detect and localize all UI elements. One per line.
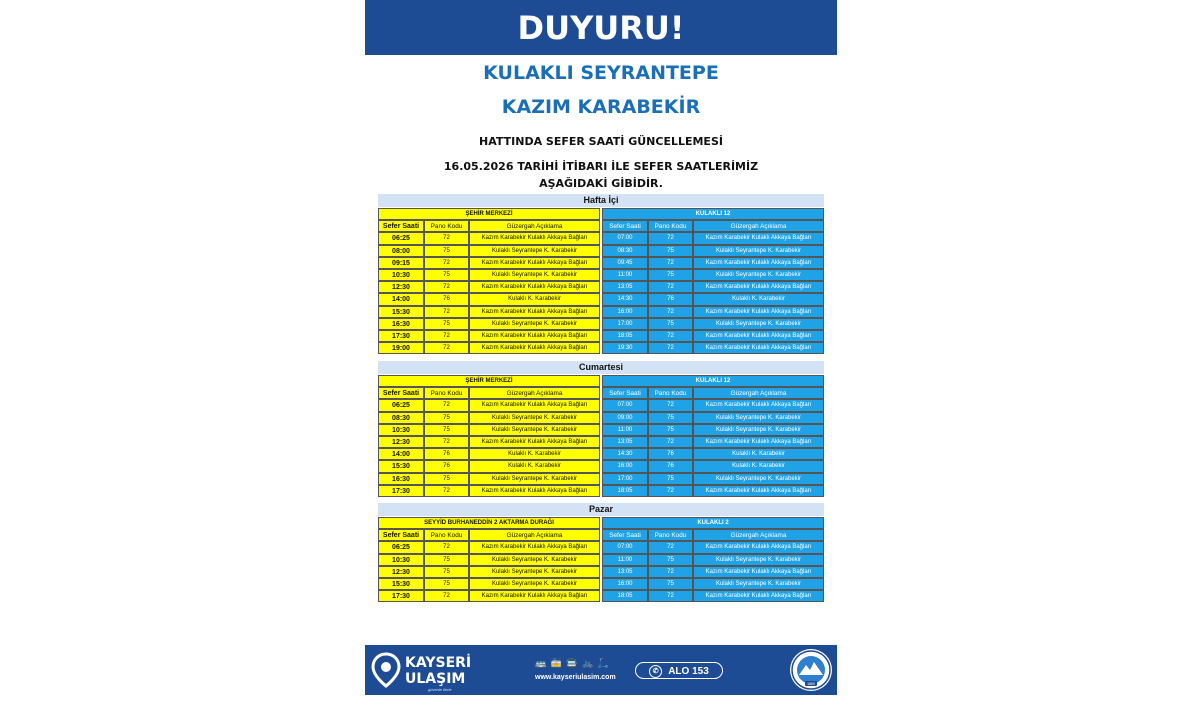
column-header-description: Güzergah Açıklama — [693, 220, 824, 232]
column-header-code: Pano Kodu — [424, 387, 469, 399]
board-code: 76 — [648, 448, 693, 460]
left-schedule-table — [378, 208, 600, 354]
departure-time: 12:30 — [378, 566, 424, 578]
hotline-badge[interactable] — [635, 662, 723, 679]
table-row — [378, 578, 600, 590]
route-description: Kazım Karabekir Kulaklı Akkaya Bağları — [469, 342, 600, 354]
departure-time: 10:30 — [378, 554, 424, 566]
route-description: Kulaklı Seyrantepe K. Karabekir — [469, 245, 600, 257]
column-header-time: Sefer Saati — [378, 529, 424, 541]
municipality-seal-logo — [789, 648, 833, 692]
table-row — [602, 578, 824, 590]
table-row — [378, 281, 600, 293]
route-description: Kulaklı K. Karabekir — [693, 460, 824, 472]
departure-time: 17:00 — [602, 473, 648, 485]
board-code: 75 — [648, 318, 693, 330]
board-code: 76 — [424, 293, 469, 305]
table-row — [602, 412, 824, 424]
departure-time: 13:05 — [602, 436, 648, 448]
table-row — [602, 306, 824, 318]
route-description: Kulaklı Seyrantepe K. Karabekir — [693, 424, 824, 436]
table-row — [602, 269, 824, 281]
location-pin-icon — [371, 652, 401, 688]
route-description: Kazım Karabekir Kulaklı Akkaya Bağları — [693, 485, 824, 497]
board-code: 72 — [424, 590, 469, 602]
board-code: 72 — [648, 330, 693, 342]
table-row — [602, 436, 824, 448]
route-description: Kulaklı Seyrantepe K. Karabekir — [469, 554, 600, 566]
departure-time: 08:00 — [378, 245, 424, 257]
board-code: 72 — [424, 436, 469, 448]
route-description: Kulaklı Seyrantepe K. Karabekir — [469, 269, 600, 281]
right-schedule-table — [602, 517, 824, 602]
table-row — [602, 424, 824, 436]
board-code: 72 — [648, 590, 693, 602]
table-row — [602, 318, 824, 330]
departure-time: 08:30 — [378, 412, 424, 424]
route-description: Kulaklı Seyrantepe K. Karabekir — [693, 554, 824, 566]
table-row — [378, 342, 600, 354]
route-description: Kulaklı Seyrantepe K. Karabekir — [693, 318, 824, 330]
notice-line2: AŞAĞIDAKİ GİBİDİR. — [539, 177, 663, 190]
route-description: Kazım Karabekir Kulaklı Akkaya Bağları — [693, 330, 824, 342]
table-row — [378, 541, 600, 553]
announcement-banner: DUYURU! — [365, 0, 837, 55]
brand-name-line1: KAYSERİ — [405, 655, 472, 671]
departure-time: 16:00 — [602, 578, 648, 590]
board-code: 75 — [648, 412, 693, 424]
board-code: 72 — [648, 485, 693, 497]
departure-time: 18:05 — [602, 485, 648, 497]
board-code: 72 — [648, 399, 693, 411]
departure-time: 14:30 — [602, 293, 648, 305]
seal-year: 1869 — [807, 682, 815, 686]
board-code: 72 — [424, 541, 469, 553]
departure-time: 19:00 — [378, 342, 424, 354]
departure-time: 17:30 — [378, 590, 424, 602]
table-row — [378, 245, 600, 257]
route-description: Kazım Karabekir Kulaklı Akkaya Bağları — [693, 232, 824, 244]
footer-bar — [365, 645, 837, 695]
table-row — [378, 566, 600, 578]
departure-time: 16:30 — [378, 473, 424, 485]
transport-icons: 🚌 🚋 🚍 🚲 🛴 — [535, 658, 611, 668]
route-description: Kazım Karabekir Kulaklı Akkaya Bağları — [469, 590, 600, 602]
route-description: Kulaklı Seyrantepe K. Karabekir — [693, 245, 824, 257]
route-description: Kazım Karabekir Kulaklı Akkaya Bağları — [469, 257, 600, 269]
table-row — [602, 232, 824, 244]
table-row — [378, 257, 600, 269]
table-row — [378, 460, 600, 472]
board-code: 75 — [648, 578, 693, 590]
column-header-time: Sefer Saati — [378, 220, 424, 232]
table-header: ŞEHİR MERKEZİ — [378, 208, 600, 220]
column-header-code: Pano Kodu — [648, 220, 693, 232]
table-row — [378, 424, 600, 436]
board-code: 72 — [648, 436, 693, 448]
board-code: 75 — [424, 318, 469, 330]
departure-time: 07:00 — [602, 541, 648, 553]
route-description: Kazım Karabekir Kulaklı Akkaya Bağları — [693, 306, 824, 318]
departure-time: 09:15 — [378, 257, 424, 269]
route-description: Kulaklı Seyrantepe K. Karabekir — [469, 566, 600, 578]
table-row — [378, 330, 600, 342]
departure-time: 11:00 — [602, 269, 648, 281]
route-description: Kazım Karabekir Kulaklı Akkaya Bağları — [693, 566, 824, 578]
board-code: 75 — [424, 578, 469, 590]
departure-time: 17:30 — [378, 485, 424, 497]
departure-time: 15:30 — [378, 578, 424, 590]
table-row — [378, 318, 600, 330]
table-row — [602, 281, 824, 293]
route-description: Kulaklı Seyrantepe K. Karabekir — [469, 424, 600, 436]
board-code: 75 — [648, 245, 693, 257]
route-description: Kulaklı K. Karabekir — [469, 460, 600, 472]
route-description: Kazım Karabekir Kulaklı Akkaya Bağları — [693, 257, 824, 269]
table-row — [378, 448, 600, 460]
departure-time: 09:00 — [602, 412, 648, 424]
column-header-code: Pano Kodu — [648, 529, 693, 541]
departure-time: 11:00 — [602, 554, 648, 566]
route-description: Kulaklı K. Karabekir — [693, 448, 824, 460]
table-row — [378, 473, 600, 485]
section-title: Pazar — [378, 503, 824, 516]
route-description: Kulaklı K. Karabekir — [469, 293, 600, 305]
route-description: Kazım Karabekir Kulaklı Akkaya Bağları — [469, 436, 600, 448]
route-description: Kulaklı Seyrantepe K. Karabekir — [469, 473, 600, 485]
route-description: Kazım Karabekir Kulaklı Akkaya Bağları — [469, 232, 600, 244]
board-code: 75 — [648, 269, 693, 281]
table-row — [378, 590, 600, 602]
departure-time: 14:30 — [602, 448, 648, 460]
departure-time: 12:30 — [378, 281, 424, 293]
route-description: Kulaklı Seyrantepe K. Karabekir — [693, 473, 824, 485]
route-description: Kulaklı Seyrantepe K. Karabekir — [693, 269, 824, 281]
departure-time: 19:30 — [602, 342, 648, 354]
route-description: Kazım Karabekir Kulaklı Akkaya Bağları — [469, 541, 600, 553]
departure-time: 06:25 — [378, 541, 424, 553]
table-row — [602, 485, 824, 497]
route-description: Kulaklı Seyrantepe K. Karabekir — [693, 578, 824, 590]
board-code: 72 — [648, 306, 693, 318]
board-code: 72 — [648, 281, 693, 293]
left-schedule-table — [378, 517, 600, 602]
column-header-description: Güzergah Açıklama — [693, 529, 824, 541]
table-row — [602, 566, 824, 578]
section-title: Cumartesi — [378, 361, 824, 374]
route-description: Kazım Karabekir Kulaklı Akkaya Bağları — [469, 306, 600, 318]
brand-tagline: güvenle ilerle — [428, 687, 452, 692]
website-link[interactable]: www.kayseriulasim.com — [535, 674, 616, 681]
departure-time: 13:05 — [602, 566, 648, 578]
board-code: 72 — [424, 306, 469, 318]
column-header-description: Güzergah Açıklama — [469, 529, 600, 541]
table-row — [602, 257, 824, 269]
departure-time: 17:00 — [602, 318, 648, 330]
table-header: KULAKLI 2 — [602, 517, 824, 529]
route-description: Kazım Karabekir Kulaklı Akkaya Bağları — [469, 399, 600, 411]
board-code: 72 — [424, 330, 469, 342]
route-description: Kazım Karabekir Kulaklı Akkaya Bağları — [693, 342, 824, 354]
board-code: 72 — [424, 257, 469, 269]
departure-time: 17:30 — [378, 330, 424, 342]
board-code: 75 — [648, 424, 693, 436]
table-row — [378, 412, 600, 424]
subtitle: HATTINDA SEFER SAATİ GÜNCELLEMESİ — [479, 135, 723, 148]
table-row — [602, 399, 824, 411]
route-description: Kulaklı Seyrantepe K. Karabekir — [469, 578, 600, 590]
right-schedule-table — [602, 208, 824, 354]
phone-icon: ✆ — [649, 665, 662, 678]
departure-time: 07:00 — [602, 399, 648, 411]
route-description: Kazım Karabekir Kulaklı Akkaya Bağları — [693, 281, 824, 293]
column-header-code: Pano Kodu — [648, 387, 693, 399]
board-code: 72 — [648, 566, 693, 578]
column-header-code: Pano Kodu — [424, 529, 469, 541]
route-description: Kazım Karabekir Kulaklı Akkaya Bağları — [693, 436, 824, 448]
departure-time: 09:45 — [602, 257, 648, 269]
board-code: 76 — [424, 460, 469, 472]
table-row — [602, 460, 824, 472]
column-header-description: Güzergah Açıklama — [469, 387, 600, 399]
departure-time: 06:25 — [378, 399, 424, 411]
table-row — [378, 232, 600, 244]
board-code: 75 — [424, 269, 469, 281]
table-row — [602, 473, 824, 485]
board-code: 75 — [424, 473, 469, 485]
table-row — [602, 245, 824, 257]
table-row — [378, 485, 600, 497]
board-code: 72 — [424, 399, 469, 411]
route-description: Kazım Karabekir Kulaklı Akkaya Bağları — [469, 485, 600, 497]
departure-time: 16:30 — [378, 318, 424, 330]
route-description: Kulaklı K. Karabekir — [693, 293, 824, 305]
board-code: 76 — [648, 460, 693, 472]
board-code: 72 — [424, 485, 469, 497]
departure-time: 18:05 — [602, 330, 648, 342]
board-code: 72 — [648, 342, 693, 354]
departure-time: 15:30 — [378, 460, 424, 472]
left-schedule-table — [378, 375, 600, 497]
departure-time: 12:30 — [378, 436, 424, 448]
table-header: ŞEHİR MERKEZİ — [378, 375, 600, 387]
board-code: 75 — [424, 245, 469, 257]
column-header-description: Güzergah Açıklama — [469, 220, 600, 232]
route-description: Kulaklı K. Karabekir — [469, 448, 600, 460]
route-description: Kazım Karabekir Kulaklı Akkaya Bağları — [469, 281, 600, 293]
board-code: 75 — [424, 424, 469, 436]
column-header-code: Pano Kodu — [424, 220, 469, 232]
column-header-time: Sefer Saati — [378, 387, 424, 399]
board-code: 76 — [424, 448, 469, 460]
board-code: 72 — [648, 257, 693, 269]
route-description: Kulaklı Seyrantepe K. Karabekir — [693, 412, 824, 424]
column-header-time: Sefer Saati — [602, 387, 648, 399]
route-name-line2: KAZIM KARABEKİR — [501, 96, 701, 118]
route-description: Kazım Karabekir Kulaklı Akkaya Bağları — [693, 541, 824, 553]
board-code: 72 — [424, 281, 469, 293]
departure-time: 10:30 — [378, 269, 424, 281]
table-row — [602, 448, 824, 460]
departure-time: 15:30 — [378, 306, 424, 318]
hotline-number: ALO 153 — [668, 666, 709, 677]
route-description: Kazım Karabekir Kulaklı Akkaya Bağları — [693, 399, 824, 411]
table-header: KULAKLI 12 — [602, 375, 824, 387]
departure-time: 11:00 — [602, 424, 648, 436]
departure-time: 07:00 — [602, 232, 648, 244]
board-code: 75 — [648, 473, 693, 485]
board-code: 72 — [648, 541, 693, 553]
table-row — [378, 399, 600, 411]
board-code: 75 — [424, 412, 469, 424]
section-title: Hafta İçi — [378, 194, 824, 207]
column-header-time: Sefer Saati — [602, 220, 648, 232]
table-row — [602, 554, 824, 566]
board-code: 75 — [424, 566, 469, 578]
departure-time: 16:00 — [602, 460, 648, 472]
table-row — [602, 342, 824, 354]
departure-time: 06:25 — [378, 232, 424, 244]
announcement-poster — [365, 0, 837, 705]
route-description: Kazım Karabekir Kulaklı Akkaya Bağları — [469, 330, 600, 342]
board-code: 75 — [424, 554, 469, 566]
column-header-description: Güzergah Açıklama — [693, 387, 824, 399]
table-header: SEYYİD BURHANEDDİN 2 AKTARMA DURAĞI — [378, 517, 600, 529]
board-code: 75 — [648, 554, 693, 566]
departure-time: 14:00 — [378, 293, 424, 305]
brand-name-line2: ULAŞIM — [405, 671, 466, 687]
table-row — [378, 554, 600, 566]
table-row — [378, 293, 600, 305]
notice-line1: 16.05.2026 TARİHİ İTİBARI İLE SEFER SAATLERİMİZ — [443, 160, 759, 173]
table-header: KULAKLI 12 — [602, 208, 824, 220]
right-schedule-table — [602, 375, 824, 497]
table-row — [378, 269, 600, 281]
board-code: 72 — [424, 232, 469, 244]
board-code: 72 — [648, 232, 693, 244]
board-code: 76 — [648, 293, 693, 305]
table-row — [602, 541, 824, 553]
route-description: Kulaklı Seyrantepe K. Karabekir — [469, 318, 600, 330]
departure-time: 14:00 — [378, 448, 424, 460]
table-row — [602, 590, 824, 602]
route-description: Kazım Karabekir Kulaklı Akkaya Bağları — [693, 590, 824, 602]
table-row — [602, 330, 824, 342]
departure-time: 10:30 — [378, 424, 424, 436]
table-row — [378, 436, 600, 448]
route-name-line1: KULAKLI SEYRANTEPE — [483, 62, 719, 84]
table-row — [378, 306, 600, 318]
departure-time: 16:00 — [602, 306, 648, 318]
route-description: Kulaklı Seyrantepe K. Karabekir — [469, 412, 600, 424]
departure-time: 18:05 — [602, 590, 648, 602]
table-row — [602, 293, 824, 305]
board-code: 72 — [424, 342, 469, 354]
departure-time: 08:30 — [602, 245, 648, 257]
column-header-time: Sefer Saati — [602, 529, 648, 541]
departure-time: 13:05 — [602, 281, 648, 293]
